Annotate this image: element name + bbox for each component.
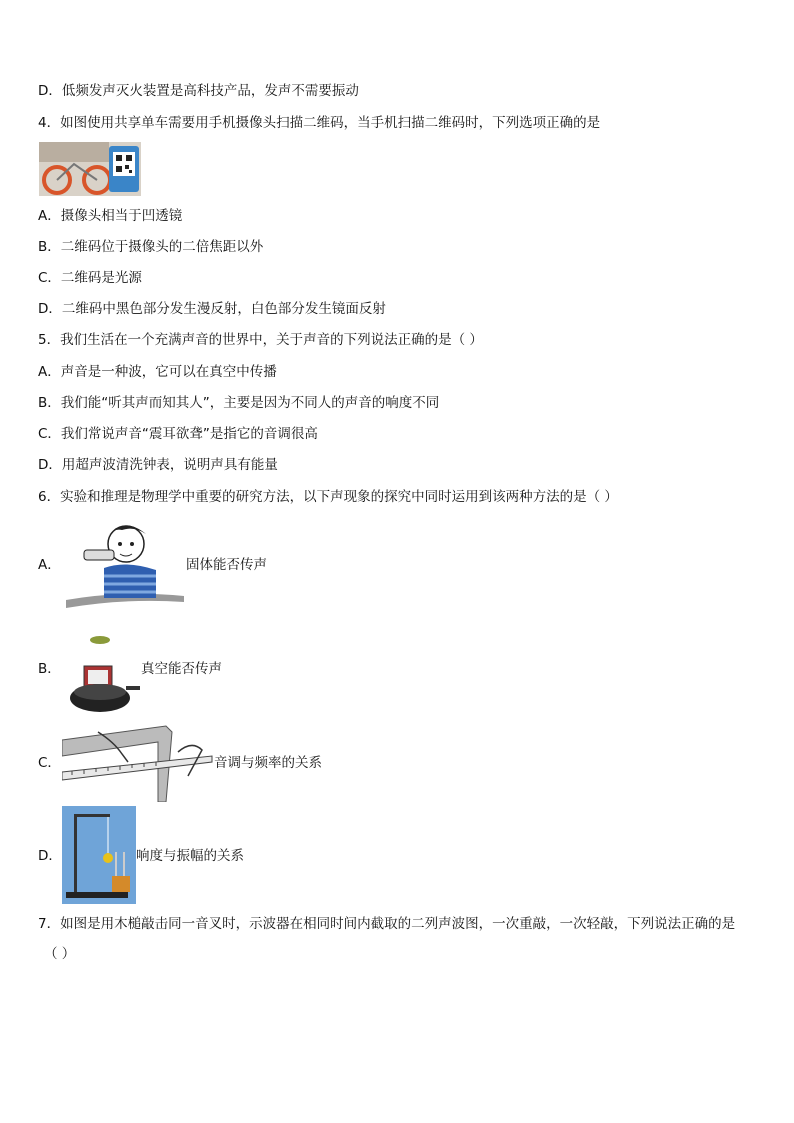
q4-option-c: C．二维码是光源 <box>38 270 142 286</box>
ruler-on-table-illustration <box>62 722 214 802</box>
q4-option-a: A．摄像头相当于凹透镜 <box>38 208 183 224</box>
q7-stem-line1: 7．如图是用木槌敲击同一音叉时，示波器在相同时间内截取的二列声波图，一次重敲，一次轻敲，下列说法正确的是 <box>38 916 736 932</box>
q6-option-c-label: C． <box>38 755 61 771</box>
q4-option-b: B．二维码位于摄像头的二倍焦距以外 <box>38 239 264 255</box>
q5-option-d: D．用超声波清洗钟表，说明声具有能量 <box>38 457 278 473</box>
q6-option-a-caption: 固体能否传声 <box>186 557 267 573</box>
q6-option-d-label: D． <box>38 848 62 864</box>
q4-option-d: D．二维码中黑色部分发生漫反射，白色部分发生镜面反射 <box>38 301 386 317</box>
q4-stem: 4．如图使用共享单车需要用手机摄像头扫描二维码，当手机扫描二维码时，下列选项正确的是 <box>38 115 601 131</box>
q6-option-c-caption: 音调与频率的关系 <box>214 755 322 771</box>
q5-option-c: C．我们常说声音“震耳欲聋”是指它的音调很高 <box>38 426 318 442</box>
bell-jar-clock-illustration <box>70 632 140 718</box>
q6-option-b-caption: 真空能否传声 <box>141 661 222 677</box>
q6-stem: 6．实验和推理是物理学中重要的研究方法，以下声现象的探究中同时运用到该两种方法的是（ ） <box>38 489 618 505</box>
q7-stem-line2: （ ） <box>44 946 76 962</box>
q5-option-a: A．声音是一种波，它可以在真空中传播 <box>38 364 277 380</box>
tuning-fork-pendulum-illustration <box>62 806 136 904</box>
q3-option-d: D．低频发声灭火装置是高科技产品，发声不需要振动 <box>38 83 359 99</box>
q5-stem: 5．我们生活在一个充满声音的世界中，关于声音的下列说法正确的是（ ） <box>38 332 483 348</box>
q6-option-a-label: A． <box>38 557 61 573</box>
q6-option-b-label: B． <box>38 661 61 677</box>
bike-qr-photo <box>39 142 141 196</box>
q6-option-d-caption: 响度与振幅的关系 <box>136 848 244 864</box>
boy-ear-on-table-illustration <box>64 516 186 612</box>
q5-option-b: B．我们能“听其声而知其人”，主要是因为不同人的声音的响度不同 <box>38 395 440 411</box>
